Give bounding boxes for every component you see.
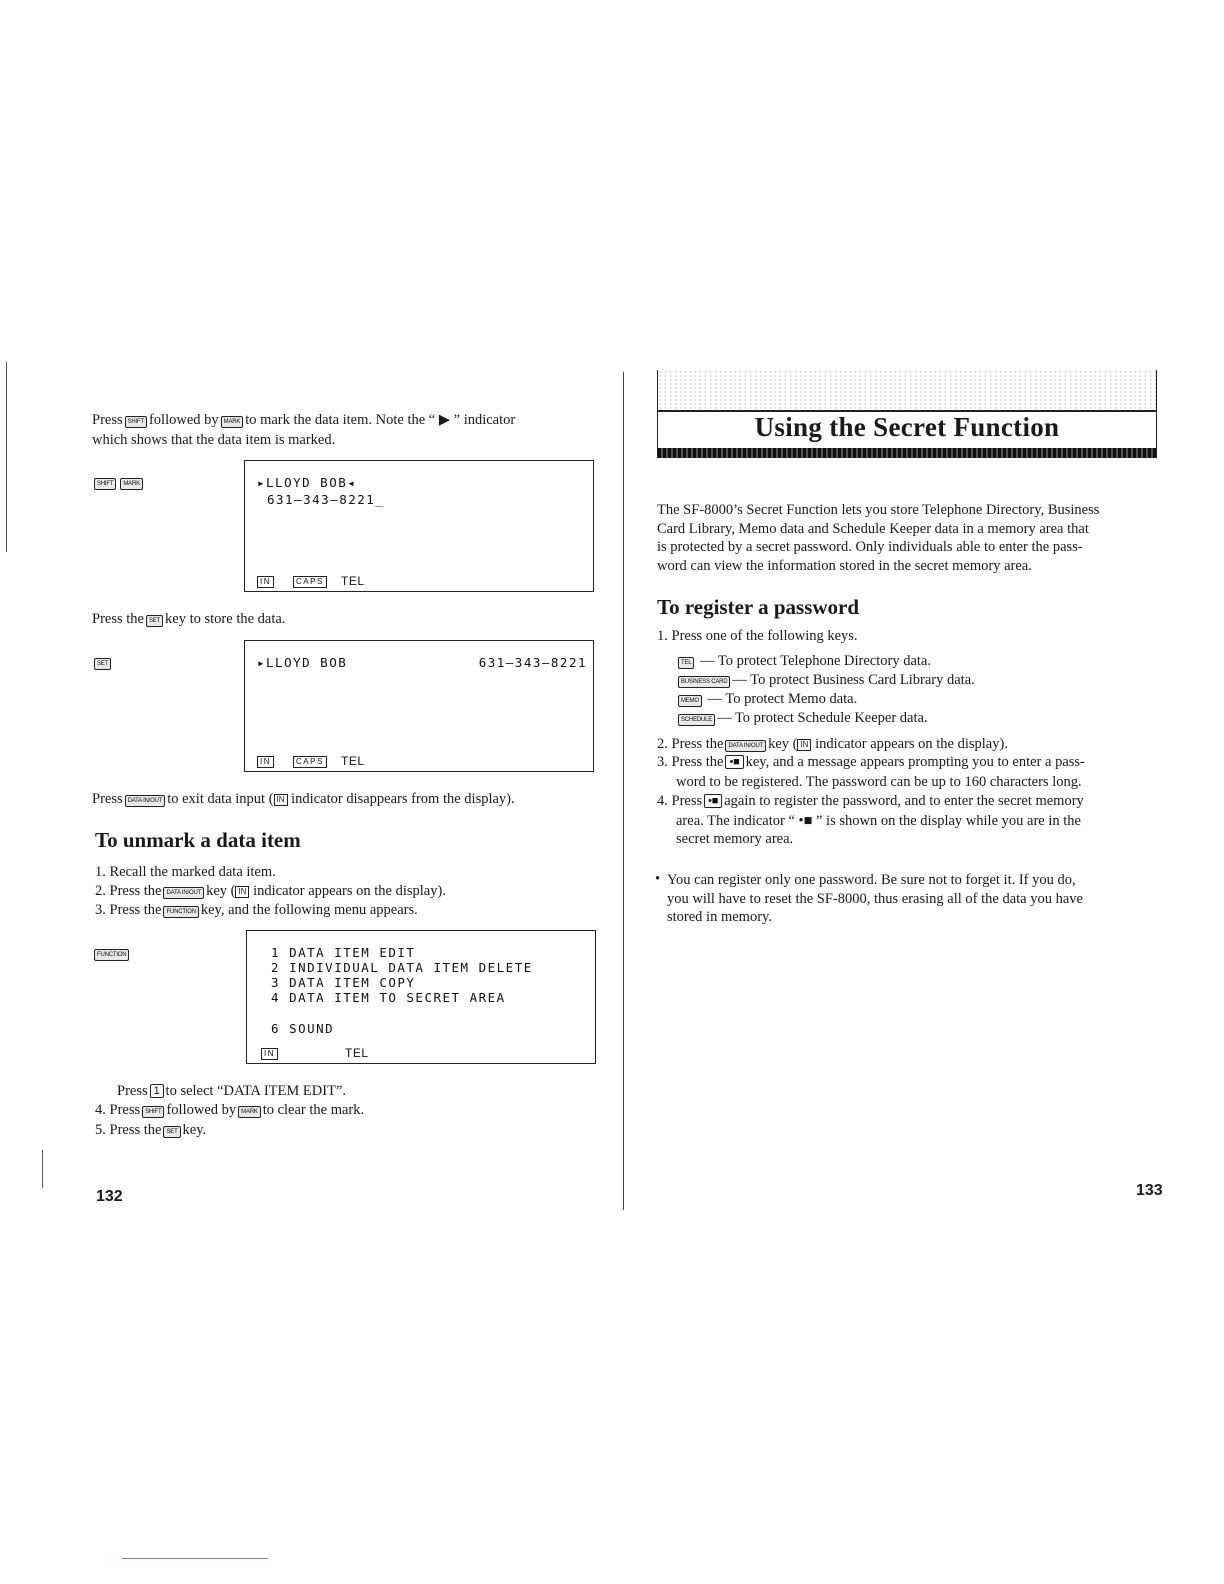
page-number-right: 133 (1136, 1182, 1163, 1199)
banner-halftone (658, 370, 1156, 410)
section-heading-register: To register a password (657, 595, 860, 619)
scan-edge-line (6, 362, 7, 552)
intro-line-1: The SF-8000’s Secret Function lets you store Telephone Directory, Business (657, 502, 1100, 518)
enter-key-icon: •■ (704, 794, 722, 808)
tel-mode-label: TEL (341, 754, 365, 768)
data-in-out-key-icon: DATA IN/OUT (725, 740, 766, 752)
lcd-line-phone: 631–343–8221_ (267, 492, 385, 507)
lcd-line-name: ▸LLOYD BOB (257, 655, 348, 670)
step-1: 1. Recall the marked data item. (95, 864, 276, 880)
menu-item-4: 4 DATA ITEM TO SECRET AREA (271, 990, 506, 1005)
key-sequence-set (92, 653, 113, 671)
protect-business-card-row: BUSINESS CARD — To protect Business Card Library data. (676, 671, 975, 689)
key-sequence-function (92, 944, 131, 962)
data-in-out-key-icon: DATA IN/OUT (125, 795, 166, 807)
menu-item-2: 2 INDIVIDUAL DATA ITEM DELETE (271, 960, 533, 975)
lcd-display-function-menu (246, 930, 596, 1064)
paragraph-exit-input: Press DATA IN/OUT to exit data input ( IN indicator disappears from the display). (92, 791, 515, 807)
note-bullet: • (655, 871, 661, 887)
mark-key-icon: MARK (238, 1106, 261, 1118)
footer-rule (122, 1558, 268, 1559)
set-key-icon: SET (146, 615, 163, 627)
note-line-1: You can register only one password. Be sure not to forget it. If you do, (667, 872, 1076, 888)
protect-tel-row: TEL — To protect Telephone Directory data. (676, 652, 931, 670)
in-indicator-icon: IN (235, 886, 249, 898)
in-indicator: IN (261, 1045, 278, 1060)
function-key-icon: FUNCTION (163, 906, 198, 918)
caps-indicator: CAPS (293, 573, 327, 588)
set-key-icon: SET (94, 658, 111, 670)
step-2: 2. Press the DATA IN/OUT key ( IN indicator appears on the display). (95, 883, 446, 899)
shift-key-icon: SHIFT (94, 478, 116, 490)
mark-key-icon: MARK (120, 478, 143, 490)
paragraph-store-data: Press the SET key to store the data. (92, 611, 286, 627)
note-line-3: stored in memory. (667, 909, 772, 925)
menu-item-1: 1 DATA ITEM EDIT (271, 945, 416, 960)
key-sequence-shift-mark (92, 473, 145, 491)
note-line-2: you will have to reset the SF-8000, thus erasing all of the data you have (667, 891, 1083, 907)
register-step-4: 4. Press •■ again to register the password, and to enter the secret memory (657, 793, 1084, 809)
shift-key-icon: SHIFT (125, 416, 147, 428)
paragraph-mark-instruction: Press SHIFT followed by MARK to mark the data item. Note the “ ▶ ” indicator (92, 412, 516, 428)
section-banner (657, 370, 1157, 458)
banner-title: Using the Secret Function (754, 412, 1060, 442)
section-heading-unmark: To unmark a data item (95, 828, 301, 852)
mark-key-icon: MARK (221, 416, 244, 428)
instruction-select-edit: Press 1 to select “DATA ITEM EDIT”. (117, 1083, 346, 1099)
enter-key-icon: •■ (725, 755, 743, 769)
paragraph-mark-instruction-line2: which shows that the data item is marked. (92, 432, 336, 448)
register-step-4-line2: area. The indicator “ •■ ” is shown on the display while you are in the (676, 813, 1081, 829)
step-4: 4. Press SHIFT followed by MARK to clear the mark. (95, 1102, 365, 1118)
gutter-divider (623, 372, 624, 1210)
register-step-4-line3: secret memory area. (676, 831, 794, 847)
tel-mode-label: TEL (345, 1046, 369, 1060)
lcd-line-phone: 631–343–8221 (478, 655, 587, 670)
data-in-out-key-icon: DATA IN/OUT (163, 887, 204, 899)
intro-line-4: word can view the information stored in the secret memory area. (657, 558, 1032, 574)
business-card-key-icon: BUSINESS CARD (678, 676, 730, 688)
step-5: 5. Press the SET key. (95, 1122, 207, 1138)
intro-line-2: Card Library, Memo data and Schedule Keeper data in a memory area that (657, 521, 1089, 537)
register-step-2: 2. Press the DATA IN/OUT key ( IN indicator appears on the display). (657, 736, 1008, 752)
shift-key-icon: SHIFT (142, 1106, 164, 1118)
register-step-1: 1. Press one of the following keys. (657, 628, 858, 644)
intro-line-3: is protected by a secret password. Only individuals able to enter the pass- (657, 539, 1083, 555)
in-indicator: IN (257, 573, 274, 588)
function-key-icon: FUNCTION (94, 949, 129, 961)
register-step-3: 3. Press the •■ key, and a message appears prompting you to enter a pass- (657, 754, 1085, 770)
caps-indicator: CAPS (293, 753, 327, 768)
schedule-key-icon: SCHEDULE (678, 714, 715, 726)
register-step-3-line2: word to be registered. The password can be up to 160 characters long. (676, 774, 1082, 790)
protect-memo-row: MEMO — To protect Memo data. (676, 690, 857, 708)
step-3: 3. Press the FUNCTION key, and the following menu appears. (95, 902, 418, 918)
number-1-key-icon: 1 (150, 1084, 164, 1098)
tel-mode-label: TEL (341, 574, 365, 588)
scan-edge-line (42, 1150, 43, 1188)
banner-bar (658, 448, 1156, 458)
lcd-display-stored-entry (244, 640, 594, 772)
page-number-left: 132 (96, 1188, 123, 1205)
menu-item-3: 3 DATA ITEM COPY (271, 975, 416, 990)
memo-key-icon: MEMO (678, 695, 702, 707)
in-indicator-icon: IN (274, 794, 288, 806)
lcd-display-marked-entry (244, 460, 594, 592)
protect-schedule-row: SCHEDULE — To protect Schedule Keeper data. (676, 709, 928, 727)
set-key-icon: SET (163, 1126, 180, 1138)
menu-item-6: 6 SOUND (271, 1021, 335, 1036)
in-indicator-icon: IN (797, 739, 811, 751)
lcd-line-name: ▸LLOYD BOB◂ (257, 475, 357, 490)
in-indicator: IN (257, 753, 274, 768)
tel-key-icon: TEL (678, 657, 694, 669)
